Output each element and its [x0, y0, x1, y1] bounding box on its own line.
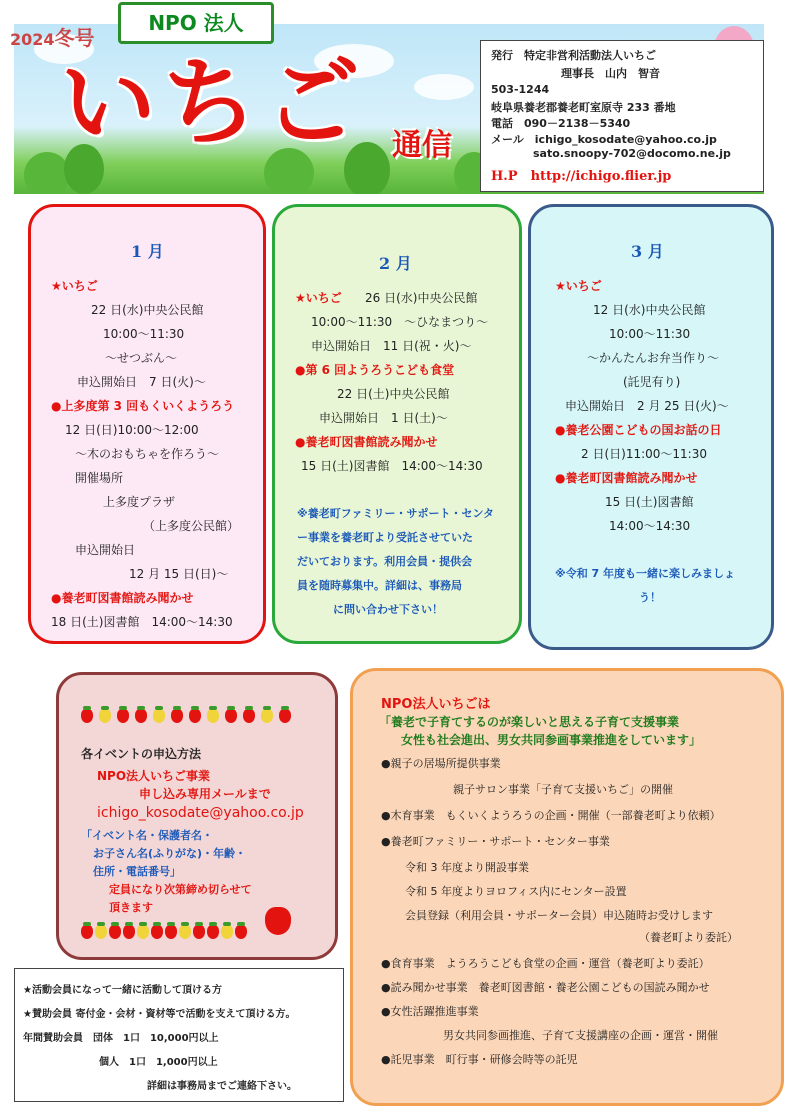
strawberry-icon	[179, 925, 191, 939]
npo-line: 会員登録（利用会員・サポーター会員）申込随時お受けします	[405, 909, 713, 922]
note-line: う！	[639, 591, 661, 604]
npo-badge: NPO 法人	[118, 2, 274, 44]
event-line: 10:00～11:30	[609, 327, 691, 341]
npo-line: 令和 5 年度よりヨロフィス内にセンター設置	[405, 885, 627, 898]
strawberry-icon	[99, 709, 111, 723]
npo-line: ●養老町ファミリー・サポート・センター事業	[381, 835, 610, 848]
publisher-address: 岐阜県養老郡養老町室原寺 233 番地	[491, 101, 676, 114]
event-line: 申込開始日 7 日(火)～	[77, 375, 206, 389]
npo-line: （養老町より委託）	[639, 931, 738, 944]
event-line: (託児有り)	[623, 375, 681, 389]
event-line: ★いちご	[295, 291, 342, 305]
event-line: ●養老町図書館読み聞かせ	[51, 591, 194, 605]
strawberry-icon	[265, 907, 291, 935]
event-line: 申込開始日 2 月 25 日(火)～	[565, 399, 729, 413]
event-line: 10:00～11:30 ～ひなまつり～	[311, 315, 489, 329]
event-line: 上多度プラザ	[103, 495, 176, 509]
member-line: ★賛助会員 寄付金・会材・資材等で活動を支えて頂ける方。	[23, 1009, 296, 1020]
npo-line: ●親子の居場所提供事業	[381, 757, 501, 770]
event-line: 14:00～14:30	[609, 519, 691, 533]
event-line: ●上多度第 3 回もくいくようろう	[51, 399, 235, 413]
publisher-phone: 電話 090－2138－5340	[491, 117, 631, 130]
npo-slogan: 女性も社会進出、男女共同参画事業推進をしています」	[401, 733, 702, 747]
event-line: 申込開始日	[75, 543, 136, 557]
strawberry-icon	[207, 925, 219, 939]
strawberry-icon	[109, 925, 121, 939]
event-line: ●養老町図書館読み聞かせ	[295, 435, 438, 449]
event-line: 12 日(水)中央公民館	[593, 303, 706, 317]
apply-line: NPO法人いちご事業	[97, 769, 211, 783]
strawberry-icon	[165, 925, 177, 939]
event-line: ★いちご	[555, 279, 602, 293]
publisher-homepage-link[interactable]: H.P http://ichigo.flier.jp	[491, 169, 672, 184]
member-line: 個人 1口 1,000円以上	[99, 1057, 218, 1068]
strawberry-icon	[137, 925, 149, 939]
strawberry-icon	[171, 709, 183, 723]
event-line: （上多度公民館）	[143, 519, 240, 533]
event-line: 12 日(日)10:00～12:00	[65, 423, 199, 437]
event-line: 15 日(土)図書館	[605, 495, 694, 509]
strawberry-icon	[221, 925, 233, 939]
event-line: 申込開始日 11 日(祝・火)～	[311, 339, 472, 353]
strawberry-icon	[225, 709, 237, 723]
strawberry-icon	[193, 925, 205, 939]
event-line: 15 日(土)図書館 14:00～14:30	[301, 459, 483, 473]
publisher-director: 理事長 山内 智音	[561, 67, 660, 80]
event-line: 2 日(日)11:00～11:30	[581, 447, 707, 461]
npo-line: 男女共同参画推進、子育て支援講座の企画・運営・開催	[443, 1029, 718, 1042]
apply-heading: 各イベントの申込方法	[81, 747, 202, 761]
event-line: 10:00～11:30	[103, 327, 185, 341]
strawberry-icon	[81, 709, 93, 723]
event-line: ●養老町図書館読み聞かせ	[555, 471, 698, 485]
event-line: 22 日(水)中央公民館	[91, 303, 204, 317]
month-title: 3 月	[631, 242, 664, 261]
march-box	[528, 204, 774, 650]
publisher-mail2: sato.snoopy-702@docomo.ne.jp	[533, 147, 731, 160]
npo-line: ●食育事業 ようろうこども食堂の企画・運営（養老町より委託）	[381, 957, 710, 970]
note-line: だいております。利用会員・提供会	[297, 555, 473, 568]
event-line: 18 日(土)図書館 14:00～14:30	[51, 615, 233, 629]
event-line: 申込開始日 1 日(土)～	[319, 411, 448, 425]
note-line: ※令和 7 年度も一緒に楽しみましょ	[555, 567, 736, 580]
strawberry-icon	[123, 925, 135, 939]
apply-line: 「イベント名・保護者名・	[81, 829, 213, 842]
npo-title: NPO法人いちごは	[381, 697, 491, 712]
npo-line: 令和 3 年度より開設事業	[405, 861, 529, 874]
note-line: に問い合わせ下さい！	[333, 603, 443, 616]
event-line: 12 月 15 日(日)～	[129, 567, 229, 581]
strawberry-icon	[207, 709, 219, 723]
npo-line: ●女性活躍推進事業	[381, 1005, 479, 1018]
month-title: 2 月	[379, 254, 412, 273]
newsletter-title: いちご	[60, 46, 366, 159]
npo-line: ●読み聞かせ事業 養老町図書館・養老公園こどもの国読み聞かせ	[381, 981, 710, 994]
february-box	[272, 204, 522, 644]
strawberry-icon	[95, 925, 107, 939]
newsletter-subtitle: 通信	[392, 128, 452, 163]
npo-info-box	[350, 668, 784, 1106]
npo-line: ●木育事業 もくいくようろうの企画・開催（一部養老町より依頼）	[381, 809, 721, 822]
event-line: 開催場所	[75, 471, 124, 485]
month-title: 1 月	[131, 242, 164, 261]
strawberry-icon	[189, 709, 201, 723]
edition-season: 冬号	[54, 26, 95, 50]
strawberry-icon	[279, 709, 291, 723]
apply-line: 頂きます	[109, 901, 153, 914]
strawberry-icon	[81, 925, 93, 939]
strawberry-icon	[261, 709, 273, 723]
note-line: ※養老町ファミリー・サポート・センタ	[297, 507, 495, 520]
event-line: ●第 6 回ようろうこども食堂	[295, 363, 455, 377]
member-line: 年間賛助会員 団体 1口 10,000円以上	[23, 1033, 219, 1044]
strawberry-icon	[243, 709, 255, 723]
publisher-postal: 503-1244	[491, 83, 550, 96]
strawberry-icon	[151, 925, 163, 939]
january-box	[28, 204, 266, 644]
apply-line: 申し込み専用メールまで	[139, 787, 271, 801]
event-line: ●養老公園こどもの国お話の日	[555, 423, 722, 437]
event-line: ～かんたんお弁当作り～	[587, 351, 720, 365]
cloud-shape	[414, 74, 474, 100]
event-line: 22 日(土)中央公民館	[337, 387, 450, 401]
publisher-box	[480, 40, 764, 192]
apply-line: 住所・電話番号」	[93, 865, 181, 878]
event-line: ～木のおもちゃを作ろう～	[75, 447, 220, 461]
note-line: 員を随時募集中。詳細は、事務局	[297, 579, 462, 592]
strawberry-icon	[153, 709, 165, 723]
edition-year: 2024	[10, 30, 55, 49]
publisher-issuer: 発行 特定非営利活動法人いちご	[491, 49, 656, 62]
member-line: 詳細は事務局までご連絡下さい。	[147, 1081, 297, 1092]
apply-line: 定員になり次第締め切らせて	[109, 883, 252, 896]
note-line: ー事業を養老町より受託させていた	[297, 531, 473, 544]
strawberry-icon	[235, 925, 247, 939]
apply-email-link[interactable]: ichigo_kosodate@yahoo.co.jp	[97, 805, 304, 821]
event-line: ★いちご	[51, 279, 98, 293]
publisher-mail: メール ichigo_kosodate@yahoo.co.jp	[491, 133, 717, 146]
application-box	[56, 672, 338, 960]
strawberry-icon	[135, 709, 147, 723]
npo-slogan: 「養老で子育てするのが楽しいと思える子育て支援事業	[379, 715, 680, 729]
apply-line: お子さん名(ふりがな)・年齢・	[93, 847, 247, 860]
npo-line: 親子サロン事業「子育て支援いちご」の開催	[453, 783, 673, 796]
event-line: ～せつぶん～	[105, 351, 178, 365]
event-line: 26 日(水)中央公民館	[365, 291, 478, 305]
npo-line: ●託児事業 町行事・研修会時等の託児	[381, 1053, 578, 1066]
member-line: ★活動会員になって一緒に活動して頂ける方	[23, 985, 222, 996]
membership-box	[14, 968, 344, 1102]
strawberry-icon	[117, 709, 129, 723]
